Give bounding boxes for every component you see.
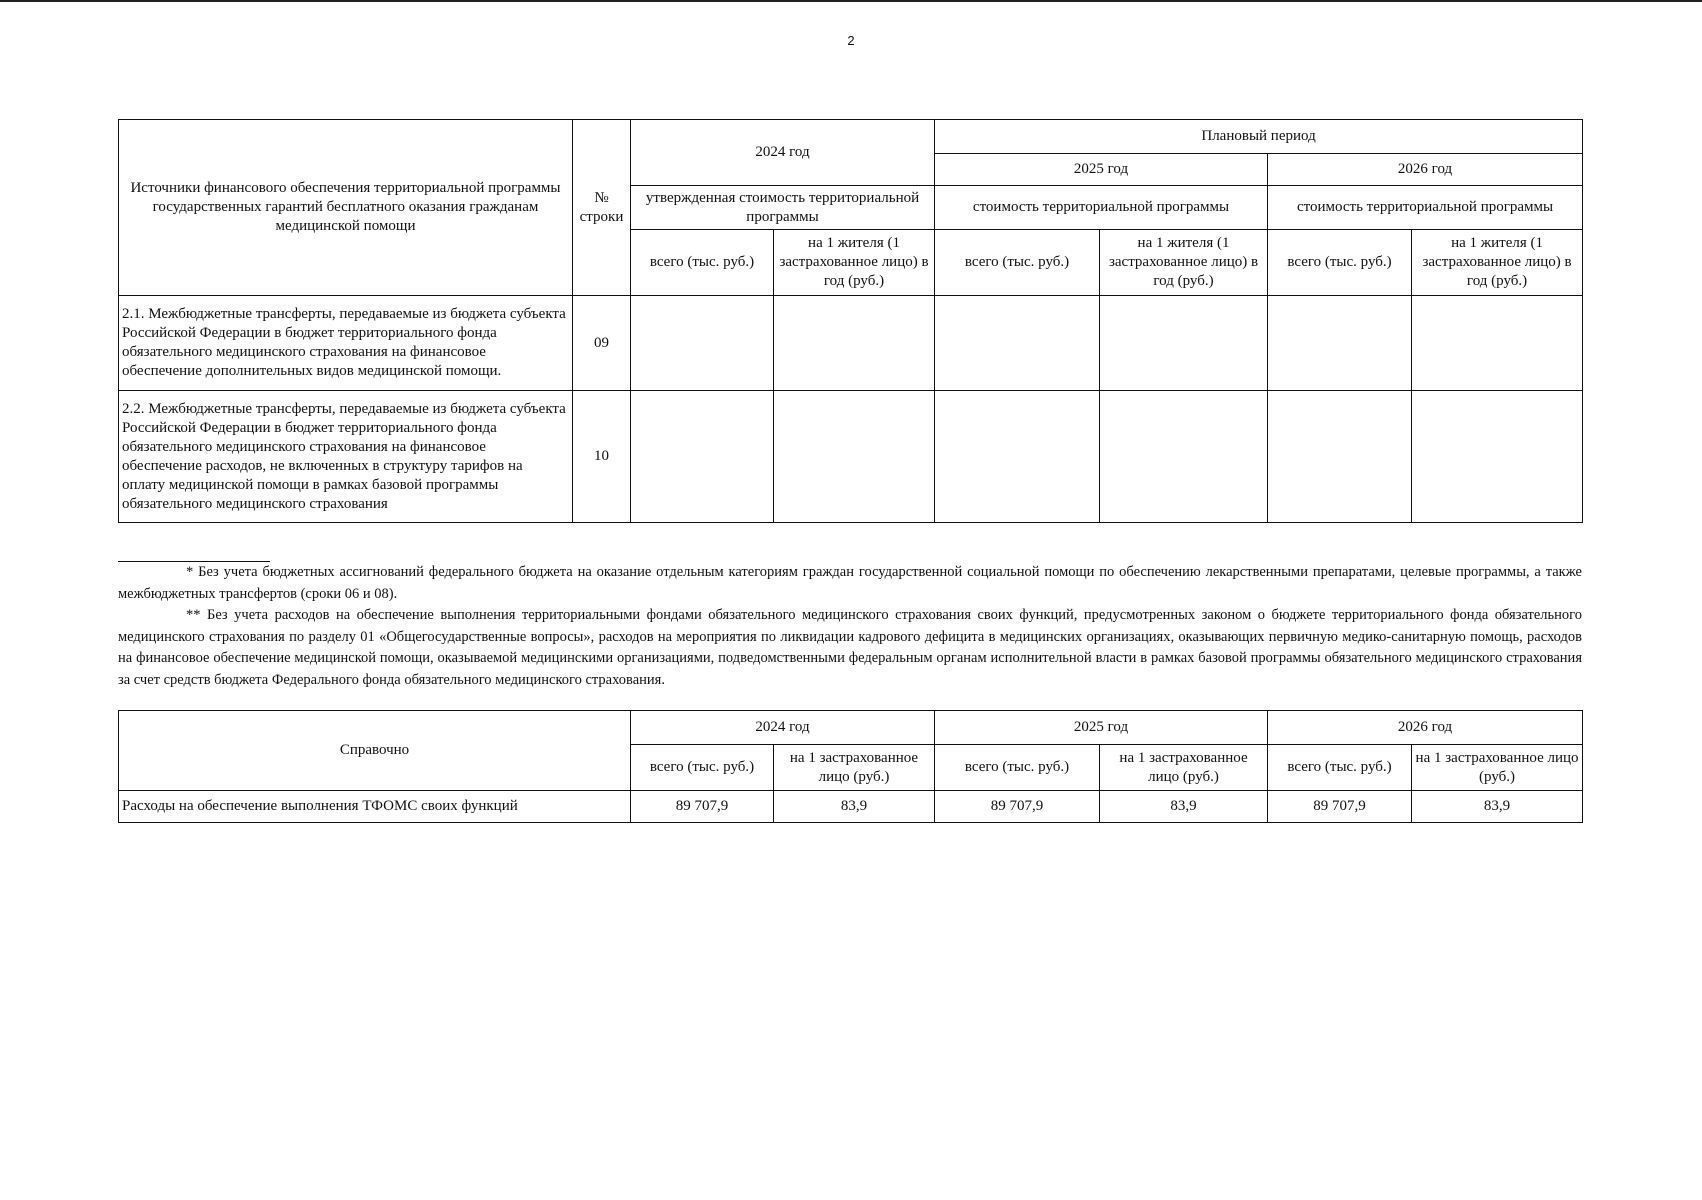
- top-rule: [0, 0, 1702, 2]
- ref-total-2024: 89 707,9: [631, 791, 774, 823]
- empty-cell: [1100, 296, 1268, 391]
- ref-header-per-insured-2024: на 1 застрахованное лицо (руб.): [774, 745, 935, 791]
- row-label: 2.2. Межбюджетные трансферты, передаваемые из бюджета субъекта Российской Федерации в бюджет территориального фонда обязательного медицинского страхования на финансовое обеспечение расходов, не включенных в структуру тарифов на оплату медицинской помощи в рамках базовой программы обязательного медицинского страхования: [119, 391, 573, 523]
- header-per-resident-2025: на 1 жителя (1 застрахованное лицо) в год (руб.): [1100, 230, 1268, 296]
- table-row: [119, 296, 1583, 391]
- empty-cell: [774, 296, 935, 391]
- ref-per-2025: 83,9: [1100, 791, 1268, 823]
- header-per-resident-2026: на 1 жителя (1 застрахованное лицо) в год (руб.): [1412, 230, 1583, 296]
- footnotes: [118, 562, 1582, 691]
- financing-sources-table: [118, 119, 1583, 523]
- empty-cell: [1268, 391, 1412, 523]
- page-number: 2: [847, 33, 855, 48]
- ref-header-2025: 2025 год: [935, 711, 1268, 745]
- table-row: [119, 791, 1583, 823]
- row-number: 10: [573, 391, 631, 523]
- ref-header-2026: 2026 год: [1268, 711, 1583, 745]
- empty-cell: [631, 296, 774, 391]
- reference-table: [118, 710, 1583, 823]
- ref-total-2025: 89 707,9: [935, 791, 1100, 823]
- empty-cell: [631, 391, 774, 523]
- header-planned-period: Плановый период: [935, 120, 1583, 154]
- row-label: 2.1. Межбюджетные трансферты, передаваемые из бюджета субъекта Российской Федерации в бюджет территориального фонда обязательного медицинского страхования на финансовое обеспечение дополнительных видов медицинской помощи.: [119, 296, 573, 391]
- empty-cell: [774, 391, 935, 523]
- header-2025: 2025 год: [935, 154, 1268, 186]
- empty-cell: [1100, 391, 1268, 523]
- header-cost-2026: стоимость территориальной программы: [1268, 186, 1583, 230]
- header-2026: 2026 год: [1268, 154, 1583, 186]
- header-total-2025: всего (тыс. руб.): [935, 230, 1100, 296]
- ref-total-2026: 89 707,9: [1268, 791, 1412, 823]
- ref-per-2024: 83,9: [774, 791, 935, 823]
- header-cost-2025: стоимость территориальной программы: [935, 186, 1268, 230]
- ref-header-2024: 2024 год: [631, 711, 935, 745]
- footnote-2: ** Без учета расходов на обеспечение выполнения территориальными фондами обязательного медицинского страхования своих функций, предусмотренных законом о бюджете территориального фонда обязательного медицинского страхования по разделу 01 «Общегосударственные вопросы», расходов на мероприятия по ликвидации кадрового дефицита в медицинских организациях, оказывающих первичную медико-санитарную помощь, расходов на финансовое обеспечение медицинской помощи, оказываемой медицинскими организациями, подведомственными федеральным органам исполнительной власти в рамках базовой программы обязательного медицинского страхования за счет средств бюджета Федерального фонда обязательного медицинского страхования.: [118, 607, 1582, 688]
- header-sources: Источники финансового обеспечения территориальной программы государственных гарантий бесплатного оказания гражданам медицинской помощи: [119, 120, 573, 296]
- empty-cell: [1412, 391, 1583, 523]
- header-total-2024: всего (тыс. руб.): [631, 230, 774, 296]
- ref-per-2026: 83,9: [1412, 791, 1583, 823]
- header-2024: 2024 год: [631, 120, 935, 186]
- ref-header-total-2024: всего (тыс. руб.): [631, 745, 774, 791]
- ref-row-label: Расходы на обеспечение выполнения ТФОМС своих функций: [119, 791, 631, 823]
- empty-cell: [935, 296, 1100, 391]
- ref-header-total-2026: всего (тыс. руб.): [1268, 745, 1412, 791]
- ref-header-total-2025: всего (тыс. руб.): [935, 745, 1100, 791]
- header-per-resident-2024: на 1 жителя (1 застрахованное лицо) в год (руб.): [774, 230, 935, 296]
- empty-cell: [1268, 296, 1412, 391]
- table-row: [119, 391, 1583, 523]
- header-row-number: № строки: [573, 120, 631, 296]
- empty-cell: [1412, 296, 1583, 391]
- row-number: 09: [573, 296, 631, 391]
- header-approved-cost: утвержденная стоимость территориальной программы: [631, 186, 935, 230]
- ref-header-per-insured-2026: на 1 застрахованное лицо (руб.): [1412, 745, 1583, 791]
- header-total-2026: всего (тыс. руб.): [1268, 230, 1412, 296]
- empty-cell: [935, 391, 1100, 523]
- footnote-1: * Без учета бюджетных ассигнований федерального бюджета на оказание отдельным категориям граждан государственной социальной помощи по обеспечению лекарственными препаратами, целевые программы, а также межбюджетных трансфертов (сроки 06 и 08).: [118, 564, 1582, 602]
- reference-label-header: Справочно: [119, 711, 631, 791]
- ref-header-per-insured-2025: на 1 застрахованное лицо (руб.): [1100, 745, 1268, 791]
